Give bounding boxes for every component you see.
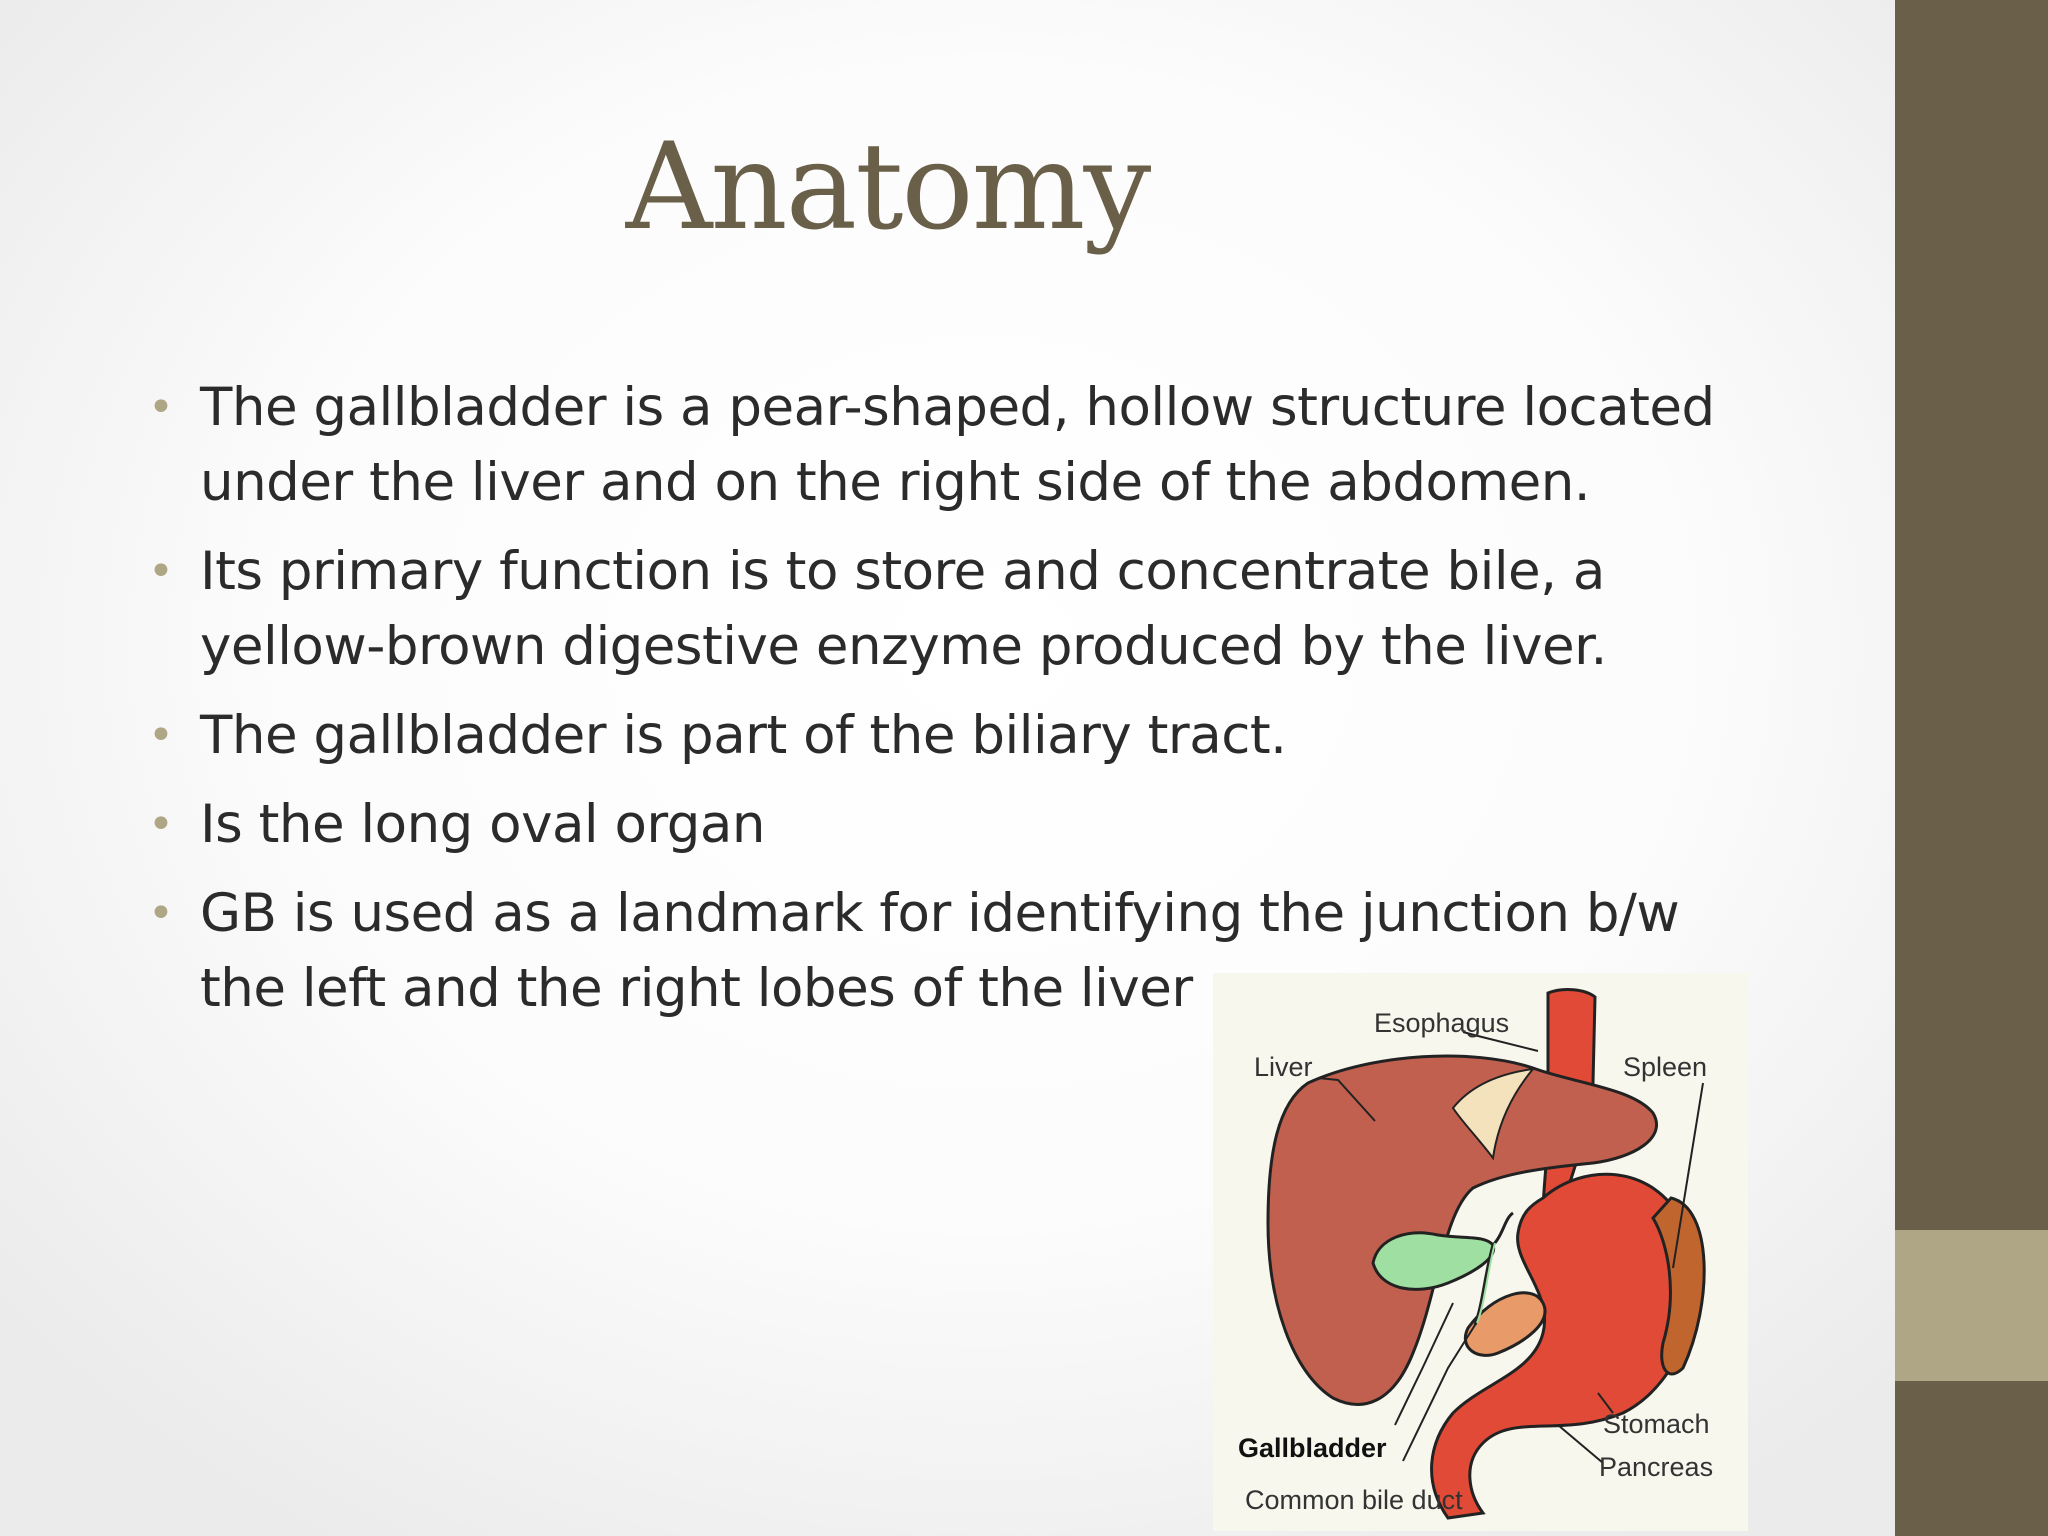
slide-title: Anatomy [625, 118, 1150, 257]
bullet-marker: • [148, 382, 174, 433]
stomach-label: Stomach [1603, 1409, 1710, 1439]
gallbladder-label: Gallbladder [1238, 1433, 1387, 1463]
bullet-item [140, 370, 1780, 520]
bullet-marker: • [148, 799, 174, 850]
liver-label: Liver [1254, 1052, 1313, 1082]
bullet-item [140, 698, 1780, 773]
bullet-marker: • [148, 888, 174, 939]
bullet-item [140, 787, 1780, 862]
bullet-marker: • [148, 710, 174, 761]
bullet-list [140, 370, 1780, 1040]
pancreas-label: Pancreas [1599, 1452, 1714, 1482]
bullet-text: GB is used as a landmark for identifying the junction b/w the left and the right lobes of the liver [200, 883, 1680, 1019]
bullet-text: Is the long oval organ [200, 794, 765, 855]
bullet-marker: • [148, 546, 174, 597]
bullet-text: The gallbladder is part of the biliary tract. [200, 705, 1287, 766]
gallbladder-anatomy-diagram [1213, 973, 1748, 1531]
common-bile-duct-label: Common bile duct [1245, 1485, 1463, 1515]
bullet-item [140, 534, 1780, 684]
esophagus-label: Esophagus [1374, 1008, 1510, 1038]
bullet-text: Its primary function is to store and concentrate bile, a yellow-brown digestive enzyme produced by the liver. [200, 541, 1607, 677]
spleen-label: Spleen [1623, 1052, 1708, 1082]
bullet-text: The gallbladder is a pear-shaped, hollow structure located under the liver and on the right side of the abdomen. [200, 377, 1715, 513]
slide-sidebar-accent [1895, 1230, 2048, 1381]
